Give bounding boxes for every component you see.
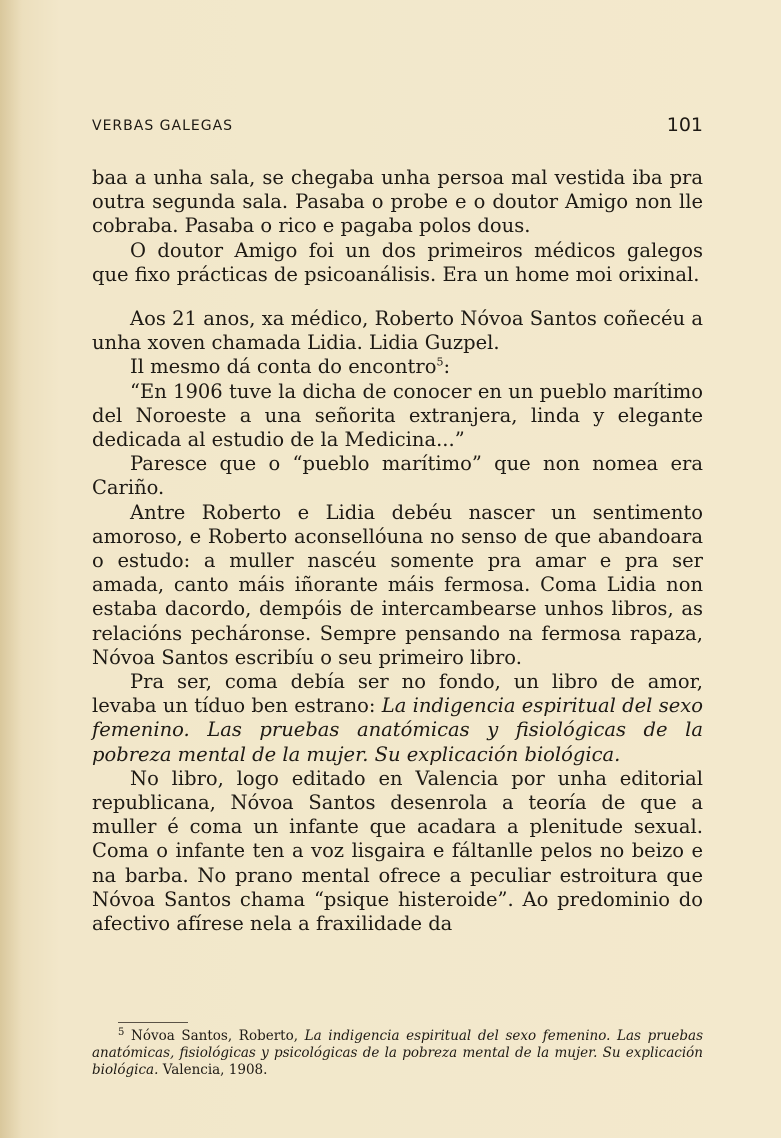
paragraph-4: [92, 355, 703, 379]
paragraph-4-colon: :: [443, 355, 451, 379]
paragraph-3: Aos 21 anos, xa médico, Roberto Nóvoa Santos coñecéu a unha xoven chamada Lidia. Lidia Guzpel.: [92, 307, 703, 355]
footnote: [92, 1028, 703, 1079]
paragraph-8: [92, 670, 703, 767]
footnote-tail: Valencia, 1908.: [158, 1062, 268, 1078]
footnote-rule: [118, 1022, 188, 1023]
paragraph-2: O doutor Amigo foi un dos primeiros médicos galegos que fixo prácticas de psicoanálisis. Era un home moi orixinal.: [92, 238, 703, 286]
page-number: 101: [666, 114, 703, 136]
paragraph-1: baa a unha sala, se chegaba unha persoa mal vestida iba pra outra segunda sala. Pasaba o probe e o doutor Amigo non lle cobraba. Pasaba o rico e pagaba polos dous.: [92, 166, 703, 238]
footnote-author: Nóvoa Santos, Roberto,: [131, 1028, 305, 1044]
footnote-reference: 5: [436, 355, 444, 369]
paragraph-6: Paresce que o “pueblo marítimo” que non nomea era Cariño.: [92, 452, 703, 500]
paragraph-8-text: Pra ser, coma debía ser no fondo, un libro de amor, levaba un tíduo ben estrano:: [92, 670, 703, 718]
page-header: [92, 114, 703, 138]
running-head: VERBAS GALEGAS: [92, 118, 234, 134]
paragraph-7: Antre Roberto e Lidia debéu nascer un sentimento amoroso, e Roberto aconsellóuna no senso de que abandoara o estudo: a muller nascéu somente pra amar e pra ser amada, canto máis iñorante máis fermosa. Coma Lidia non estaba dacordo, dempóis de intercambearse unhos libros, as relacións pecháronse. Sempre pensando na fermosa rapaza, Nóvoa Santos escribíu o seu primeiro libro.: [92, 500, 703, 669]
footnote-mark: 5: [118, 1026, 125, 1038]
paragraph-5-quote: “En 1906 tuve la dicha de conocer en un pueblo marítimo del Noroeste a una señorita extranjera, linda y elegante dedicada al estudio de la Medicina...”: [92, 379, 703, 452]
paragraph-4-text: Il mesmo dá conta do encontro: [130, 355, 437, 379]
footnote-title: La indigencia espiritual del sexo femenino. Las pruebas anatómicas, fisiológicas y psicológicas de la pobreza mental de la mujer. Su explicación biológica.: [92, 1028, 703, 1078]
paragraph-9: No libro, logo editado en Valencia por unha editorial republicana, Nóvoa Santos desenrola a teoría de que a muller é coma un infante que acadara a plenitude sexual. Coma o infante ten a voz lisgaira e fáltanlle pelos no beizo e na barba. No prano mental ofrece a peculiar estroitura que Nóvoa Santos chama “psique histeroide”. Ao predominio do afectivo afírese nela a fraxilidade da: [92, 766, 703, 936]
body-text: [92, 166, 703, 936]
book-title: La indigencia espiritual del sexo femenino. Las pruebas anatómicas y fisiológicas de la pobreza mental de la mujer. Su explicación biológica.: [92, 694, 703, 766]
